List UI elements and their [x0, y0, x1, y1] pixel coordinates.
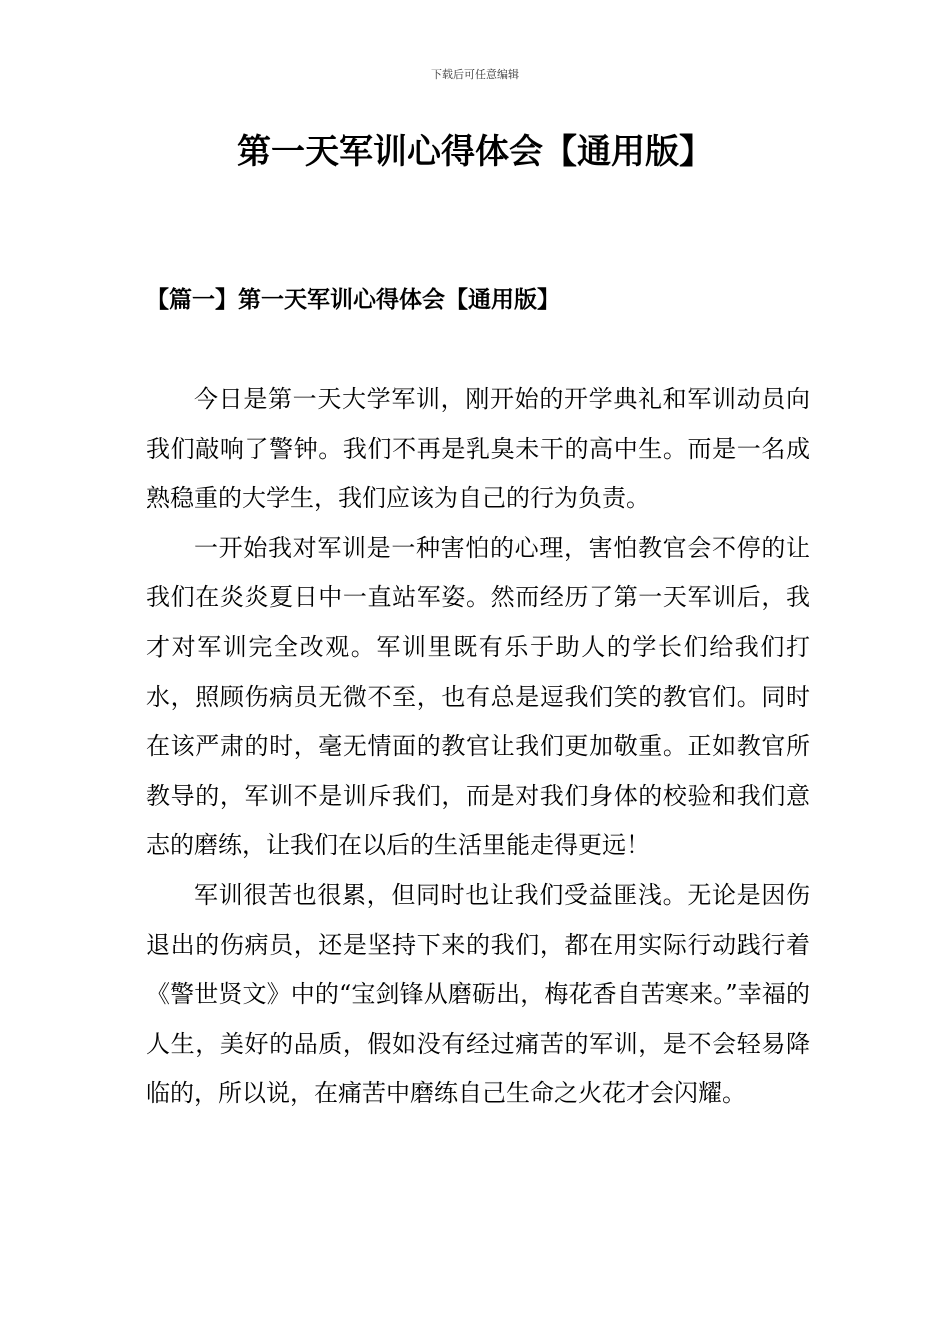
paragraph-2: 一开始我对军训是一种害怕的心理，害怕教官会不停的让我们在炎炎夏日中一直站军姿。然而经历了第一天军训后，我才对军训完全改观。军训里既有乐于助人的学长们给我们打水，照顾伤病员无微不至，也有总是逗我们笑的教官们。同时在该严肃的时，毫无情面的教官让我们更加敬重。正如教官所教导的，军训不是训斥我们，而是对我们身体的校验和我们意志的磨练，让我们在以后的生活里能走得更远！ [146, 533, 810, 860]
paragraph-1: 今日是第一天大学军训，刚开始的开学典礼和军训动员向我们敲响了警钟。我们不再是乳臭未干的高中生。而是一名成熟稳重的大学生，我们应该为自己的行为负责。 [146, 385, 810, 513]
section-heading: 【篇一】第一天军训心得体会【通用版】 [146, 286, 560, 313]
paragraph-3: 军训很苦也很累，但同时也让我们受益匪浅。无论是因伤退出的伤病员，还是坚持下来的我们，都在用实际行动践行着《警世贤文》中的“宝剑锋从磨砺出，梅花香自苦寒来。”幸福的人生，美好的品质，假如没有经过痛苦的军训，是不会轻易降临的，所以说，在痛苦中磨练自己生命之火花才会闪耀。 [146, 880, 810, 1108]
document-title: 第一天军训心得体会【通用版】 [237, 132, 713, 172]
body-text [146, 375, 810, 1119]
header-note: 下载后可任意编辑 [431, 68, 519, 81]
